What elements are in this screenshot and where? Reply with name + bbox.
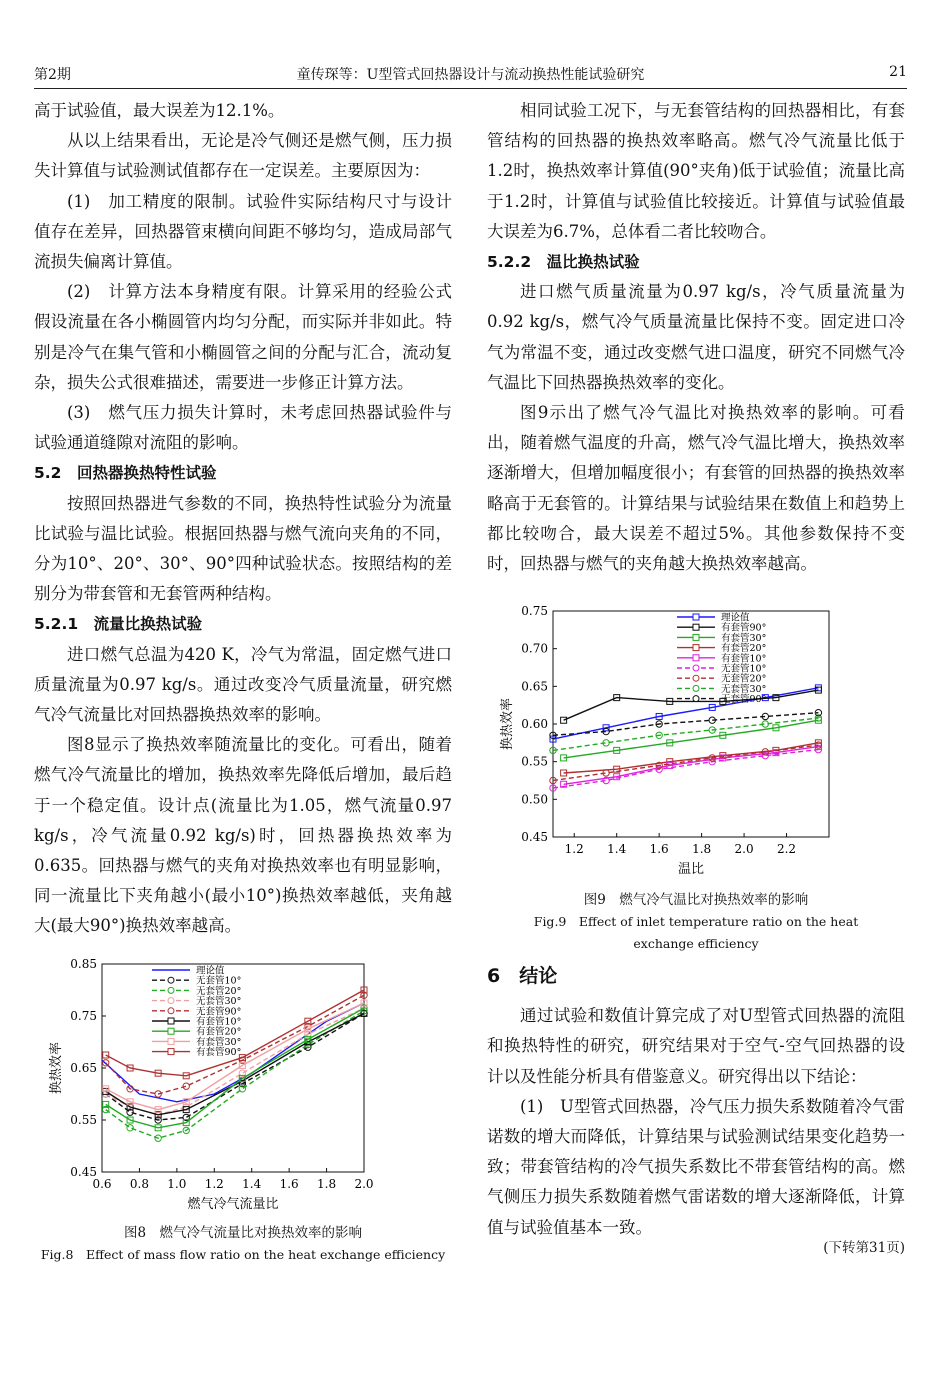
- legend-label: 有套管90°: [721, 622, 767, 634]
- x-tick-label: 1.4: [242, 1176, 262, 1191]
- y-tick-label: 0.65: [521, 679, 548, 694]
- y-tick-label: 0.60: [521, 717, 548, 732]
- figure-8: [34, 956, 452, 1266]
- paragraph: 相同试验工况下，与无套管结构的回热器相比，有套管结构的回热器的换热效率略高。燃气冷气流量比低于1.2时，换热效率计算值(90°夹角)低于试验值；流量比高于1.2时，计算值与试验值比较接近。计算值与试验值最大误差为6.7%，总体看二者比较吻合。: [487, 101, 905, 241]
- figure-9-caption-en-line1: Fig.9 Effect of inlet temperature ratio on the heat: [533, 914, 859, 930]
- legend-marker: [693, 635, 699, 641]
- legend-marker: [693, 696, 699, 702]
- figure-9-chart: [487, 603, 905, 887]
- figure-9-caption-zh: 图9 燃气冷气温比对换热效率的影响: [583, 892, 809, 909]
- x-tick-label: 1.0: [167, 1176, 187, 1191]
- y-tick-label: 0.85: [70, 956, 97, 971]
- section-heading-6: 6 结论: [487, 965, 558, 988]
- continued-note: (下转第31页): [823, 1239, 905, 1256]
- legend-label: 有套管10°: [196, 1016, 242, 1028]
- legend-label: 无套管20°: [196, 985, 242, 997]
- x-tick-label: 2.0: [354, 1176, 374, 1191]
- legend-marker: [693, 686, 699, 692]
- paragraph: (1) U型管式回热器，冷气压力损失系数随着冷气雷诺数的增大而降低，计算结果与试验测试结果变化趋势一致；带套管结构的冷气损失系数比不带套管结构的高。燃气侧压力损失系数随着燃气雷诺数的增大逐渐降低，计算值与试验值基本一致。: [487, 1096, 905, 1237]
- legend-label: 理论值: [721, 612, 750, 624]
- paragraph: 高于试验值，最大误差为12.1%。: [34, 101, 285, 120]
- x-tick-label: 1.6: [279, 1176, 299, 1191]
- paragraph: (1) 加工精度的限制。试验件实际结构尺寸与设计值存在差异，回热器管束横向间距不够均匀，造成局部气流损失偏离计算值。: [34, 191, 452, 272]
- legend-marker: [168, 1018, 174, 1024]
- y-tick-label: 0.45: [70, 1164, 97, 1179]
- legend-label: 有套管20°: [196, 1026, 242, 1038]
- legend-label: 无套管30°: [196, 995, 242, 1007]
- x-axis-label: 温比: [677, 862, 705, 878]
- legend-label: 有套管30°: [196, 1036, 242, 1048]
- figure-8-chart: [34, 956, 452, 1220]
- paragraph: 进口燃气总温为420 K，冷气为常温，固定燃气进口质量流量为0.97 kg/s。通过改变冷气质量流量，研究燃气冷气流量比对回热器换热效率的影响。: [34, 644, 452, 725]
- paragraph: (2) 计算方法本身精度有限。计算采用的经验公式假设流量在各小椭圆管内均匀分配，而实际并非如此。特别是冷气在集气管和小椭圆管之间的分配与汇合，流动复杂，损失公式很难描述，需要进一步修正计算方法。: [34, 282, 452, 392]
- left-column: [34, 96, 452, 1266]
- x-tick-label: 1.6: [649, 842, 669, 857]
- x-tick-label: 0.6: [92, 1176, 112, 1191]
- x-tick-label: 1.8: [317, 1176, 337, 1191]
- journal-issue: 第2期: [34, 67, 71, 83]
- running-header: [34, 58, 907, 89]
- legend-marker: [168, 1007, 174, 1013]
- legend-marker: [168, 987, 174, 993]
- y-tick-label: 0.50: [521, 792, 548, 807]
- x-axis-label: 燃气冷气流量比: [187, 1196, 279, 1212]
- paragraph: 图8显示了换热效率随流量比的变化。可看出，随着燃气冷气流量比的增加，换热效率先降低后增加，最后趋于一个稳定值。设计点(流量比为1.05，燃气流量0.97 kg/s，冷气流量0.92 kg/s)时，回热器换热效率为0.635。回热器与燃气的夹角对换热效率也有明显影响，同一流量比下夹角越小(最小10°)换热效率越低，夹角越大(最大90°)换热效率越高。: [34, 735, 452, 936]
- page-number: 21: [889, 64, 907, 80]
- series-line: [564, 743, 819, 773]
- x-tick-label: 2.0: [734, 842, 754, 857]
- x-tick-label: 1.4: [607, 842, 627, 857]
- section-heading-5-2-1: 5.2.1 流量比换热试验: [34, 615, 203, 634]
- legend-marker: [693, 665, 699, 671]
- y-tick-label: 0.75: [521, 604, 548, 619]
- y-axis-label: 换热效率: [500, 698, 515, 751]
- legend-marker: [693, 614, 699, 620]
- legend-marker: [168, 1028, 174, 1034]
- y-tick-label: 0.75: [70, 1008, 97, 1023]
- legend-label: 有套管20°: [721, 643, 767, 655]
- legend-marker: [168, 1048, 174, 1054]
- x-tick-label: 1.8: [692, 842, 712, 857]
- y-tick-label: 0.55: [521, 754, 548, 769]
- legend-label: 无套管90°: [196, 1005, 242, 1017]
- legend-label: 无套管10°: [196, 975, 242, 987]
- paragraph: 按照回热器进气参数的不同，换热特性试验分为流量比试验与温比试验。根据回热器与燃气流向夹角的不同，分为10°、20°、30°、90°四种试验状态。按照结构的差别分为带套管和无套管两种结构。: [34, 493, 452, 604]
- figure-8-caption-zh: 图8 燃气冷气流量比对换热效率的影响: [123, 1224, 363, 1241]
- y-tick-label: 0.55: [70, 1112, 97, 1127]
- legend-label: 无套管10°: [721, 663, 767, 675]
- legend-marker: [168, 977, 174, 983]
- right-column: [487, 96, 905, 1257]
- legend-marker: [168, 997, 174, 1003]
- paragraph: 进口燃气质量流量为0.97 kg/s，冷气质量流量为0.92 kg/s，燃气冷气质量流量比保持不变。固定进口冷气为常温不变，通过改变燃气进口温度，研究不同燃气冷气温比下回热器换热效率的变化。: [487, 282, 905, 392]
- series-line: [553, 718, 818, 750]
- y-tick-label: 0.70: [521, 641, 548, 656]
- y-tick-label: 0.65: [70, 1060, 97, 1075]
- figure-8-caption-en: Fig.8 Effect of mass flow ratio on the heat exchange efficiency: [40, 1246, 446, 1262]
- paragraph: 通过试验和数值计算完成了对U型管式回热器的流阻和换热特性的研究，研究结果对于空气-空气回热器的设计以及性能分析具有借鉴意义。研究得出以下结论：: [487, 1006, 905, 1086]
- legend-label: 有套管30°: [721, 633, 767, 645]
- x-tick-label: 0.8: [129, 1176, 149, 1191]
- x-tick-label: 1.2: [564, 842, 584, 857]
- legend-label: 有套管10°: [721, 653, 767, 665]
- legend-marker: [693, 645, 699, 651]
- figure-9-caption-en-line2: exchange efficiency: [633, 936, 759, 952]
- running-title: 童传琛等：U型管式回热器设计与流动换热性能试验研究: [296, 67, 645, 83]
- paragraph: 图9示出了燃气冷气温比对换热效率的影响。可看出，随着燃气温度的升高，燃气冷气温比增大，换热效率逐渐增大，但增加幅度很小；有套管的回热器的换热效率略高于无套管的。计算结果与试验结果在数值上和趋势上都比较吻合，最大误差不超过5%。其他参数保持不变时，回热器与燃气的夹角越大换热效率越高。: [487, 403, 905, 574]
- section-heading-5-2-2: 5.2.2 温比换热试验: [487, 253, 640, 272]
- legend-marker: [693, 655, 699, 661]
- legend-marker: [693, 675, 699, 681]
- legend-marker: [168, 1038, 174, 1044]
- legend-label: 无套管90°: [721, 694, 767, 706]
- legend-marker: [693, 624, 699, 630]
- legend-label: 理论值: [196, 965, 225, 977]
- legend-label: 无套管30°: [721, 684, 767, 696]
- section-heading-5-2: 5.2 回热器换热特性试验: [34, 464, 217, 483]
- paragraph: (3) 燃气压力损失计算时，未考虑回热器试验件与试验通道缝隙对流阻的影响。: [34, 403, 452, 453]
- y-tick-label: 0.45: [521, 830, 548, 845]
- plot-frame: [553, 611, 829, 837]
- figure-9: [487, 603, 905, 955]
- x-tick-label: 1.2: [204, 1176, 224, 1191]
- legend-label: 无套管20°: [721, 673, 767, 685]
- data-point: [127, 1124, 133, 1130]
- paragraph: 从以上结果看出，无论是冷气侧还是燃气侧，压力损失计算值与试验测试值都存在一定误差。主要原因为：: [34, 131, 452, 181]
- legend-label: 有套管90°: [196, 1046, 242, 1058]
- series-line: [553, 713, 818, 736]
- y-axis-label: 换热效率: [49, 1041, 64, 1094]
- x-tick-label: 2.2: [776, 842, 797, 857]
